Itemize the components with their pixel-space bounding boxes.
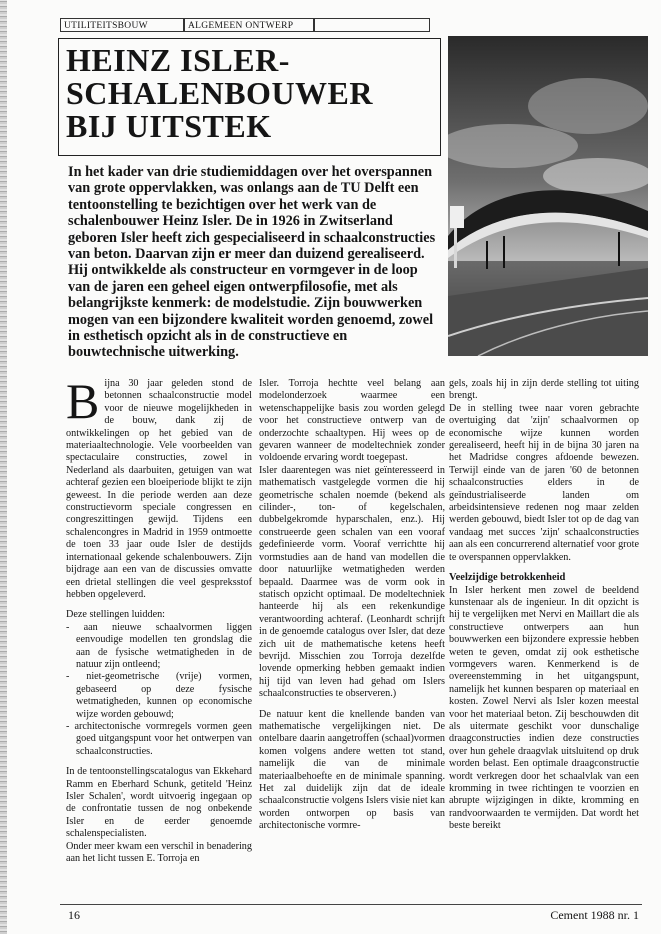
category-tag-empty	[314, 18, 430, 32]
paragraph: De in stelling twee naar voren gebrachte overtuiging dat 'zijn' schaalvormen op economische wijze kunnen worden gerealiseerd, heeft hij in de bijna 30 jaren na het Madridse congres afdoende bewezen. Terwijl einde van de jaren '60 de betonnen schaalconstructies elders in de geïndustrialiseerde landen om arbeidsintensieve redenen nog maar zelden werden gebouwd, biedt Isler tot op de dag van vandaag met succes 'zijn' schaalconstructies aan als een concurrerend alternatief voor grote te overspannen oppervlakken.	[449, 402, 639, 563]
article-title	[66, 44, 438, 143]
list-item: - aan nieuwe schaalvormen liggen eenvoudige modellen ten grondslag die aan de fysische wetmatigheden in de natuur zijn ontleend;	[66, 621, 252, 670]
section-heading: Veelzijdige betrokkenheid	[449, 572, 566, 584]
journal-issue: Cement 1988 nr. 1	[550, 908, 639, 922]
body-column-3	[449, 378, 639, 833]
shell-structure-photo	[448, 36, 648, 356]
paragraph: Deze stellingen luidden:	[66, 609, 166, 621]
list-item: - niet-geometrische (vrije) vormen, gebaseerd op deze fysische wetmatigheden, kunnen op economische wijze worden gebouwd;	[66, 671, 252, 720]
paragraph: In Isler herkent men zowel de beeldend kunstenaar als de ingenieur. In dit opzicht is hij te vergelijken met Nervi en Maillart die als constructieve ontwerpers aan hun bouwwerken een bijzondere expressie hebben weten te geven, omdat zij ook esthetische vormgevers waren. Kenmerkend is de overeenstemming in het uitgangspunt, namelijk het kunnen besparen op materiaal en kosten. Zowel Nervi als Isler kozen meestal voor het materiaal beton. Zij beschouwden dit als uitermate geschikt voor dunschalige draagconstructies indien deze constructies over hun gehele draagvlak uitsluitend op druk worden belast. Een optimale draagconstructie wordt verkregen door het schaalvlak van een kromming in twee richtingen te voorzien en abrupte wijzigingen in dikte, kromming en randvoorwaarden te vermijden. Dat wordt het beste bereikt	[449, 584, 639, 832]
paragraph: De natuur kent die knellende banden van mathematische vergelijkingen niet. De ontelbare daarin aangetroffen (schaal)vormen komen volgens andere wetten tot stand, namelijk die van de minimale materiaalbehoefte en de minimale spanning. Het zal duidelijk zijn dat de ideale schaalconstructie volgens Islers visie niet kan worden ontworpen op basis van architectonische vormre-	[259, 708, 445, 832]
body-column-2	[259, 378, 445, 833]
paragraph: Isler. Torroja hechtte veel belang aan modelonderzoek waarmee een wetenschappelijke basis zou worden gelegd voor het constructieve ontwerp van de onderzochte schaaltypen. Hij wees op de gevaren wanneer de modeltechniek zonder voldoende ervaring wordt toegepast.	[259, 378, 445, 464]
drop-cap: B	[66, 373, 100, 429]
paragraph: Onder meer kwam een verschil in benadering aan het licht tussen E. Torroja en	[66, 840, 252, 865]
title-line: BIJ UITSTEK	[66, 108, 272, 144]
category-tags	[60, 18, 430, 34]
paragraph: In de tentoonstellingscatalogus van Ekkehard Ramm en Eberhard Schunk, getiteld 'Heinz Isler Schalen', wordt uitvoerig ingegaan op de confrontatie tussen de nog onbekende Isler en de eerder genoemde schalenspecialisten.	[66, 766, 252, 840]
page-number: 16	[68, 908, 80, 922]
footer-rule	[60, 904, 642, 905]
title-line: HEINZ ISLER-	[66, 42, 290, 78]
category-tag: ALGEMEEN ONTWERP	[184, 18, 314, 32]
category-tag: UTILITEITSBOUW	[60, 18, 184, 32]
body-column-1	[66, 373, 252, 865]
lead-paragraph: In het kader van drie studiemiddagen over het overspannen van grote oppervlakken, was onlangs aan de TU Delft een tentoonstelling te bezichtigen over het werk van de schalenbouwer Heinz Isler. De in 1926 in Zwitserland geboren Isler heeft zich gespecialiseerd in schaalconstructies van beton. Daarvan zijn er meer dan duizend gerealiseerd. Hij ontwikkelde als constructeur en vormgever in de loop van de jaren een geheel eigen ontwerpfilosofie, met als belangrijkste kenmerk: de modelstudie. Zijn bouwwerken mogen van een bijzondere kwaliteit worden genoemd, zowel in esthetisch opzicht als in de constructieve en bouwtechnische uitwerking.	[68, 164, 436, 361]
paragraph: Isler daarentegen was niet geïnteresseerd in mathematisch vastgelegde vormen die hij geometrische schalen noemde (bekend als cilinder-, ton- of kegelschalen, dubbelgekromde hyparschalen, enz.). Hij construeerde geen schalen van een vooraf gedefinieerde vorm. Vooraf verrichtte hij vormstudies aan de hand van modellen die door natuurlijke wetmatigheden werden bepaald. Daarmee was de vorm ook in statisch opzicht optimaal. De modeltechniek hanteerde hij als een rekenkundige verantwoording achteraf. (Leonhardt schrijft in de genoemde catalogus over Isler, dat deze zich uit de mathematische ketens heeft bevrijd. Misschien zou Torroja dezelfde lovende opmerking hebben gemaakt indien hij tijd van leven had gehad om Islers schaalconstructies te observeren.)	[259, 464, 445, 700]
paragraph: gels, zoals hij in zijn derde stelling tot uiting brengt.	[449, 378, 639, 402]
theses-list	[66, 622, 252, 758]
scan-binding-edge	[0, 0, 7, 934]
paragraph: ijna 30 jaar geleden stond de betonnen schaalconstructie model voor de nieuwe mogelijkheden in de bouw, dank zij de ontwikkelingen op het gebied van de materiaaltechnologie. Vele voorbeelden van spectaculaire constructies, zowel in Nederland als daarbuiten, getuigen van wat achteraf gezien een bloeiperiode blijkt te zijn geweest. In die periode werden aan deze constructievorm speciale congressen en congreszittingen gewijd. Tijdens een schalencongres in Madrid in 1959 ontmoette de toen 33 jaar oude Isler de destijds internationaal gekende schalenbouwers. Zijn bijdrage aan een van de discussies omvatte een drietal stellingen die veel gespreksstof hebben opgeleverd.	[66, 378, 252, 600]
list-item: - architectonische vormregels vormen geen goed uitgangspunt voor het ontwerpen van schaalconstructies.	[66, 720, 252, 757]
title-line: SCHALENBOUWER	[66, 75, 373, 111]
